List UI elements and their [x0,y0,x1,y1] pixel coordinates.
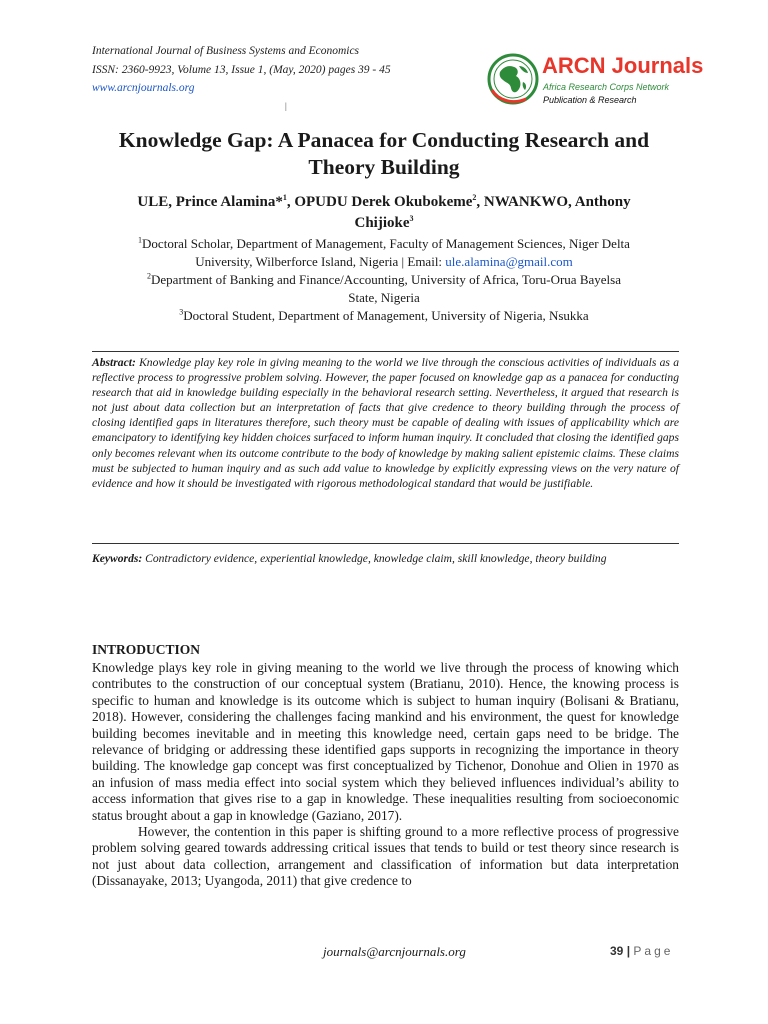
page-separator: | [626,944,631,958]
paragraph-1: Knowledge plays key role in giving meaning to the world we live through the process of knowing which contributes to the construction of our conceptual system (Bratianu, 2010). Hence, the knowing process is specific to human and knowledge is its outcome which is subject to human inquiry (Bolisani & Bratianu, 2018). However, considering the challenges facing mankind and his environment, the quest for knowledge building becomes inevitable and in meeting this knowledge need, certain gaps need to be bridge. The relevance of bridging or addressing these identified gaps supports in recognizing the importance in theory building. The knowledge gap concept was first conceptualized by Tichenor, Donohue and Olien in 1970 as an infusion of mass media effect into social system which they believed influences individual’s ability to access information that gives rise to a gap in knowledge. These inequalities resulting from socioeconomic status brought about a gap in knowledge (Gaziano, 2017). [92,660,679,823]
paper-title [90,127,678,181]
affiliation-1-text: Doctoral Scholar, Department of Management, Faculty of Management Sciences, Niger Delta [142,236,630,251]
footer-email-link[interactable]: journals@arcnjournals.org [323,944,466,959]
affiliation-1-line-1 [90,235,678,253]
abstract [92,355,679,491]
abstract-text: Knowledge play key role in giving meaning to the world we live through the conscious activities of individuals as a reflective process to progressive problem solving. However, the paper focused on knowledge gap as a panacea for conducting research that aid in knowledge building especially in the behavioral research setting. Nevertheless, it argued that research is not just about data collection but an interpretation of facts that give credence to theory building through the process of closing identified gaps in literatures therefore, such theory must be capable of dealing with issues of applicability which are emancipatory to identifying key hidden choices surfaced to inform human inquiry. It concluded that closing the identified gaps only becomes relevant when its outcome contribute to the body of knowledge by making salient epistemic claims. These claims must be subjected to human inquiry and as such add value to knowledge by explicitly expressing views on the very nature of evidence and how it should be investigated with rigorous methodological standard that would be justifiable. [92,356,679,490]
page-number [610,944,673,958]
keywords-label: Keywords: [92,552,143,565]
affiliation-3-sup: 3 [179,307,184,317]
paragraph-2: However, the contention in this paper is shifting ground to a more reflective process of progressive problem solving geared towards addressing critical issues that tends to build or test theory since research is not just about data collection, arrangement and classification of information but data interpretation (Dissanayake, 2013; Uyangoda, 2011) that give credence to [92,824,679,889]
header-tick-mark: | [285,101,287,111]
introduction-heading: INTRODUCTION [92,642,201,657]
affiliation-2-sup: 2 [147,271,152,281]
author-email-link[interactable]: ule.alamina@gmail.com [445,254,573,269]
issn-line: ISSN: 2360-9923, Volume 13, Issue 1, (May, 2020) pages 39 - 45 [92,64,391,76]
arcn-logo [486,50,704,112]
introduction-body [92,660,679,890]
journal-name: International Journal of Business Systems and Economics [92,45,360,57]
affiliation-2-text: Department of Banking and Finance/Accounting, University of Africa, Toru-Orua Bayelsa [151,272,621,287]
author-list [90,192,678,234]
globe-icon [486,52,540,106]
author-2: , OPUDU Derek Okubokeme [286,194,473,210]
author-3-sup: 3 [409,214,414,223]
page-number-value: 39 [610,944,624,958]
abstract-label: Abstract: [92,356,136,369]
logo-tagline: Publication & Research [543,95,637,105]
affiliation-2-line-1 [90,271,678,289]
author-line-2 [90,213,678,234]
logo-title: ARCN Journals [542,53,704,78]
logo-subtitle: Africa Research Corps Network [543,82,670,92]
author-3-rest: Chijioke [354,215,410,231]
journal-url-link[interactable]: www.arcnjournals.org [92,82,195,94]
affiliations [90,235,678,325]
abstract-top-rule [92,351,679,352]
affiliation-1-text-2: University, Wilberforce Island, Nigeria | Email: [195,254,446,269]
author-line-1 [90,192,678,213]
author-3: , NWANKWO, Anthony [476,194,631,210]
keywords-text: Contradictory evidence, experiential knowledge, knowledge claim, skill knowledge, theory building [145,552,607,565]
affiliation-3-line-1 [90,307,678,325]
author-1-sup: 1 [282,193,287,202]
author-2-sup: 2 [472,193,477,202]
keywords [92,551,679,566]
author-1: ULE, Prince Alamina* [137,194,283,210]
affiliation-1-sup: 1 [138,235,143,245]
affiliation-3-text: Doctoral Student, Department of Management, University of Nigeria, Nsukka [183,308,589,323]
affiliation-1-line-2 [90,253,678,271]
abstract-bottom-rule [92,543,679,544]
title-line-2: Theory Building [308,155,460,179]
page-word: Page [633,944,674,958]
affiliation-2-line-2: State, Nigeria [348,290,420,305]
title-line-1: Knowledge Gap: A Panacea for Conducting Research and [118,128,650,152]
